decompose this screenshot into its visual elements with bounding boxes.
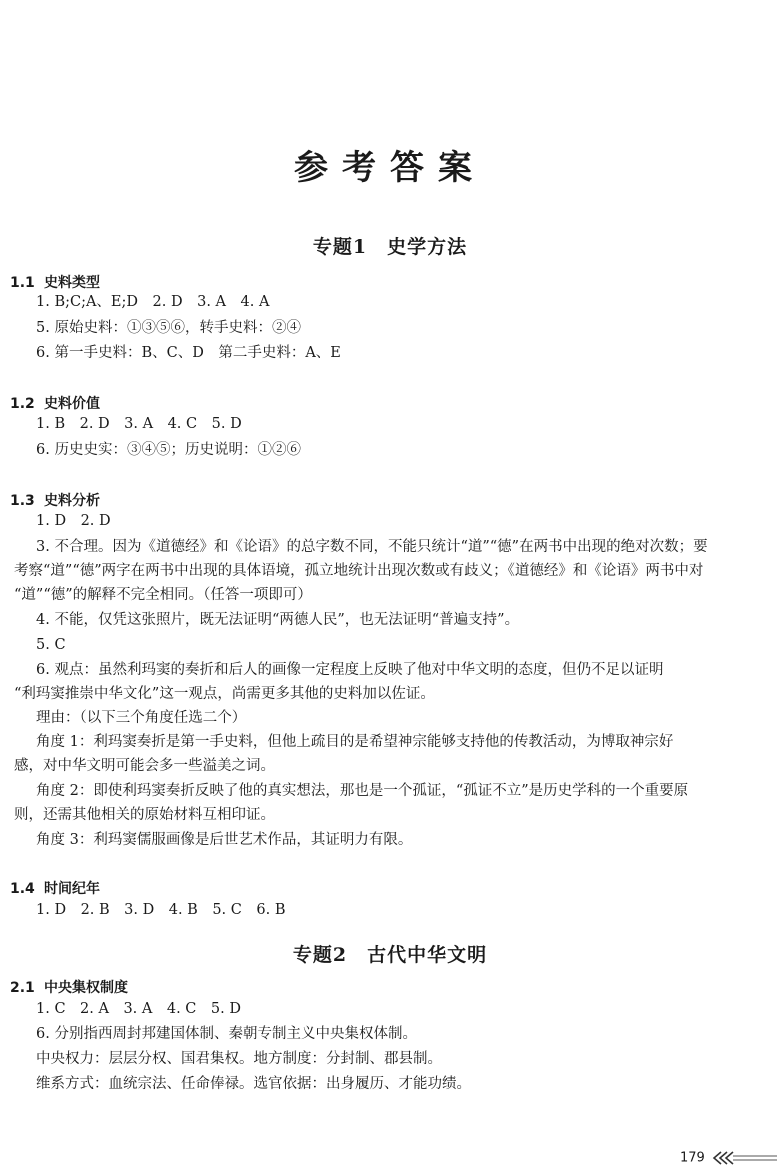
answer-line: 3. 不合理。因为《道德经》和《论语》的总字数不同，不能只统计“道”“德”在两书中出现的绝对次数；要 (36, 539, 708, 555)
section-heading-1-1 (10, 272, 100, 292)
answer-line: 理由：（以下三个角度任选二个） (36, 710, 247, 726)
answer-line: 5. C (36, 637, 66, 653)
answer-line: 1. D 2. B 3. D 4. B 5. C 6. B (36, 902, 286, 918)
section-title: 史料分析 (44, 493, 100, 509)
answer-line: 感，对中华文明可能会多一些溢美之词。 (14, 758, 275, 774)
topic-title-1: 专题1 史学方法 (312, 236, 468, 258)
answer-line: 1. D 2. D (36, 513, 111, 529)
answer-line: 1. B 2. D 3. A 4. C 5. D (36, 416, 242, 432)
answer-line: 6. 历史史实：③④⑤；历史说明：①②⑥ (36, 442, 301, 458)
answer-line: 1. C 2. A 3. A 4. C 5. D (36, 1001, 241, 1017)
answer-line: 5. 原始史料：①③⑤⑥，转手史料：②④ (36, 320, 301, 336)
answer-line: “利玛窦推崇中华文化”这一观点，尚需更多其他的史料加以佐证。 (14, 686, 435, 702)
section-number: 2.1 (10, 980, 35, 996)
topic-title-2: 专题2 古代中华文明 (292, 944, 488, 966)
answer-line: 维系方式：血统宗法、任命俸禄。选官依据：出身履历、才能功绩。 (36, 1076, 471, 1092)
section-number: 1.3 (10, 493, 35, 509)
answer-line: 6. 第一手史料：B、C、D 第二手史料：A、E (36, 345, 341, 361)
answer-line: 1. B;C;A、E;D 2. D 3. A 4. A (36, 294, 270, 310)
answer-line: 6. 分别指西周封邦建国体制、秦朝专制主义中央集权体制。 (36, 1026, 417, 1042)
answer-line: 角度 3：利玛窦儒服画像是后世艺术作品，其证明力有限。 (36, 832, 413, 848)
section-heading-2-1 (10, 977, 128, 997)
section-title: 中央集权制度 (44, 980, 128, 996)
page-footer (680, 1150, 777, 1166)
section-number: 1.2 (10, 396, 35, 412)
page-number: 179 (680, 1150, 705, 1166)
answer-line: 6. 观点：虽然利玛窦的奏折和后人的画像一定程度上反映了他对中华文明的态度，但仍不足以证明 (36, 662, 664, 678)
section-title: 时间纪年 (44, 881, 100, 897)
triple-chevron-left-icon (709, 1151, 777, 1166)
section-title: 史料类型 (44, 275, 100, 291)
section-heading-1-3 (10, 490, 100, 510)
answer-line: 角度 1：利玛窦奏折是第一手史料，但他上疏目的是希望神宗能够支持他的传教活动，为博取神宗好 (36, 734, 674, 750)
section-heading-1-2 (10, 393, 100, 413)
section-number: 1.4 (10, 881, 35, 897)
answer-line: 4. 不能，仅凭这张照片，既无法证明“两德人民”，也无法证明“普遍支持”。 (36, 612, 520, 628)
section-number: 1.1 (10, 275, 35, 291)
answer-line: 角度 2：即使利玛窦奏折反映了他的真实想法，那也是一个孤证，“孤证不立”是历史学科的一个重要原 (36, 783, 689, 799)
page-title: 参考答案 (294, 148, 486, 188)
answer-line: “道”“德”的解释不完全相同。（任答一项即可） (14, 587, 312, 603)
section-heading-1-4 (10, 878, 100, 898)
answer-line: 中央权力：层层分权、国君集权。地方制度：分封制、郡县制。 (36, 1051, 442, 1067)
answer-line: 考察“道”“德”两字在两书中出现的具体语境，孤立地统计出现次数或有歧义；《道德经》和《论语》两书中对 (14, 563, 704, 579)
section-title: 史料价值 (44, 396, 100, 412)
answer-line: 则，还需其他相关的原始材料互相印证。 (14, 807, 275, 823)
